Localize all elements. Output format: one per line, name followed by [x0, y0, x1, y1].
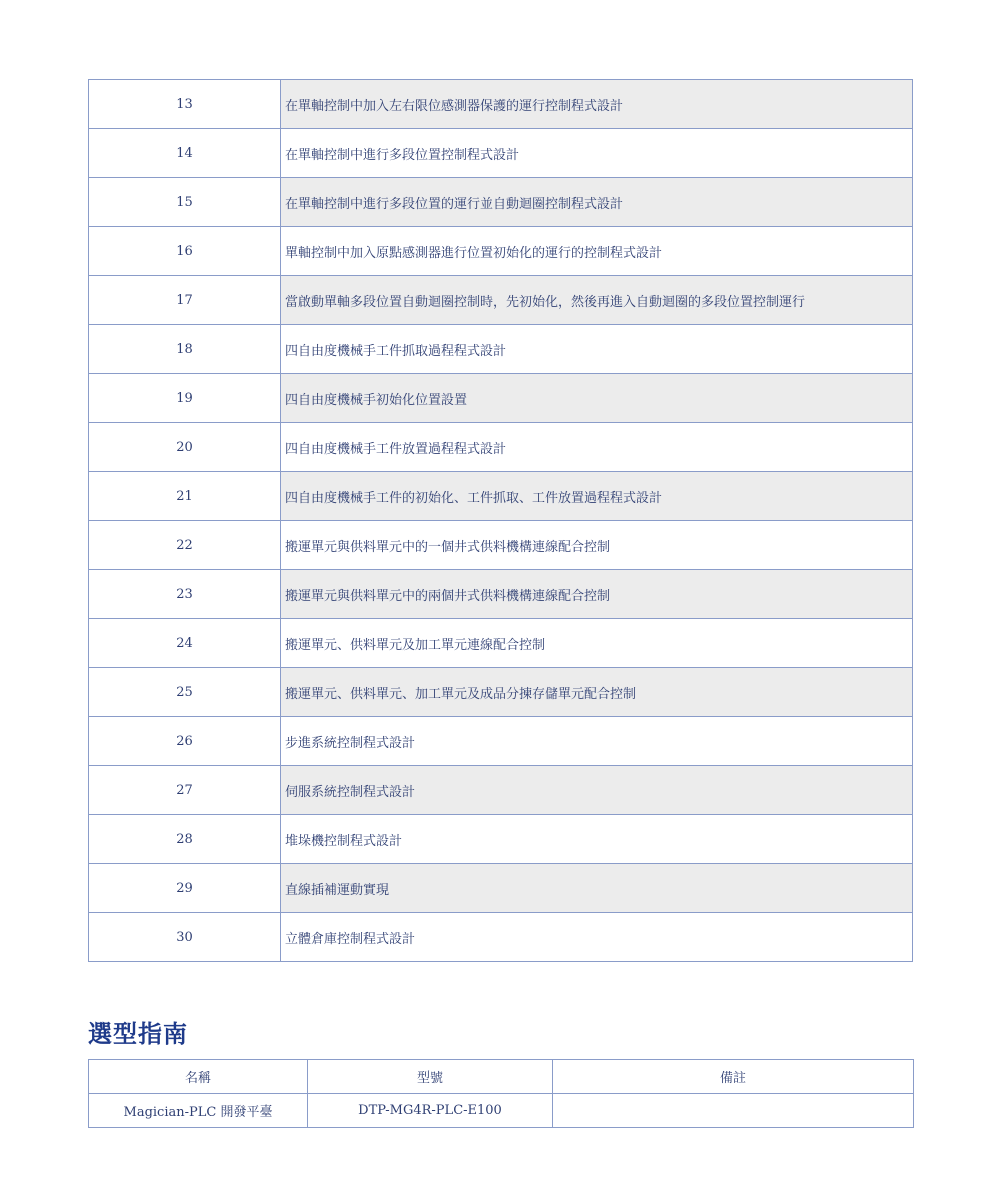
table-row	[89, 570, 913, 619]
row-topic: 四自由度機械手初始化位置設置	[281, 374, 913, 423]
table-row	[89, 276, 913, 325]
curriculum-table	[88, 79, 913, 962]
row-topic: 搬運單元、供料單元、加工單元及成品分揀存儲單元配合控制	[281, 668, 913, 717]
row-topic: 在單軸控制中加入左右限位感測器保護的運行控制程式設計	[281, 80, 913, 129]
table-row	[89, 423, 913, 472]
table-row	[89, 129, 913, 178]
header-remark: 備註	[553, 1060, 914, 1094]
row-number: 18	[89, 325, 281, 374]
row-topic: 當啟動單軸多段位置自動迴圈控制時，先初始化，然後再進入自動迴圈的多段位置控制運行	[281, 276, 913, 325]
table-row	[89, 227, 913, 276]
table-row	[89, 766, 913, 815]
row-topic: 搬運單元與供料單元中的一個井式供料機構連線配合控制	[281, 521, 913, 570]
table-row	[89, 374, 913, 423]
product-model: DTP-MG4R-PLC-E100	[308, 1094, 553, 1128]
row-topic: 堆垛機控制程式設計	[281, 815, 913, 864]
row-topic: 在單軸控制中進行多段位置控制程式設計	[281, 129, 913, 178]
table-row	[89, 717, 913, 766]
row-number: 13	[89, 80, 281, 129]
row-topic: 四自由度機械手工件的初始化、工件抓取、工件放置過程程式設計	[281, 472, 913, 521]
product-name: Magician-PLC 開發平臺	[89, 1094, 308, 1128]
row-topic: 單軸控制中加入原點感測器進行位置初始化的運行的控制程式設計	[281, 227, 913, 276]
table-row	[89, 619, 913, 668]
row-number: 30	[89, 913, 281, 962]
table-row	[89, 80, 913, 129]
table-row	[89, 815, 913, 864]
row-topic: 在單軸控制中進行多段位置的運行並自動迴圈控制程式設計	[281, 178, 913, 227]
row-topic: 搬運單元、供料單元及加工單元連線配合控制	[281, 619, 913, 668]
row-number: 29	[89, 864, 281, 913]
table-row	[89, 913, 913, 962]
table-row	[89, 1094, 914, 1128]
selection-guide-body	[89, 1094, 914, 1128]
row-number: 19	[89, 374, 281, 423]
row-number: 16	[89, 227, 281, 276]
table-row	[89, 472, 913, 521]
row-topic: 步進系統控制程式設計	[281, 717, 913, 766]
row-topic: 搬運單元與供料單元中的兩個井式供料機構連線配合控制	[281, 570, 913, 619]
product-remark	[553, 1094, 914, 1128]
selection-guide-table	[88, 1059, 914, 1128]
row-number: 15	[89, 178, 281, 227]
row-number: 28	[89, 815, 281, 864]
header-name: 名稱	[89, 1060, 308, 1094]
selection-guide-header	[89, 1060, 914, 1094]
row-number: 27	[89, 766, 281, 815]
row-number: 17	[89, 276, 281, 325]
row-number: 25	[89, 668, 281, 717]
row-number: 14	[89, 129, 281, 178]
row-topic: 立體倉庫控制程式設計	[281, 913, 913, 962]
row-number: 23	[89, 570, 281, 619]
table-row	[89, 521, 913, 570]
table-row	[89, 325, 913, 374]
curriculum-table-body	[89, 80, 913, 962]
row-number: 21	[89, 472, 281, 521]
row-number: 22	[89, 521, 281, 570]
row-number: 20	[89, 423, 281, 472]
row-topic: 四自由度機械手工件放置過程程式設計	[281, 423, 913, 472]
row-topic: 四自由度機械手工件抓取過程程式設計	[281, 325, 913, 374]
row-topic: 直線插補運動實現	[281, 864, 913, 913]
selection-guide-title: 選型指南	[88, 1020, 188, 1048]
table-row	[89, 668, 913, 717]
table-row	[89, 864, 913, 913]
header-row	[89, 1060, 914, 1094]
row-topic: 伺服系統控制程式設計	[281, 766, 913, 815]
table-row	[89, 178, 913, 227]
row-number: 24	[89, 619, 281, 668]
row-number: 26	[89, 717, 281, 766]
header-model: 型號	[308, 1060, 553, 1094]
